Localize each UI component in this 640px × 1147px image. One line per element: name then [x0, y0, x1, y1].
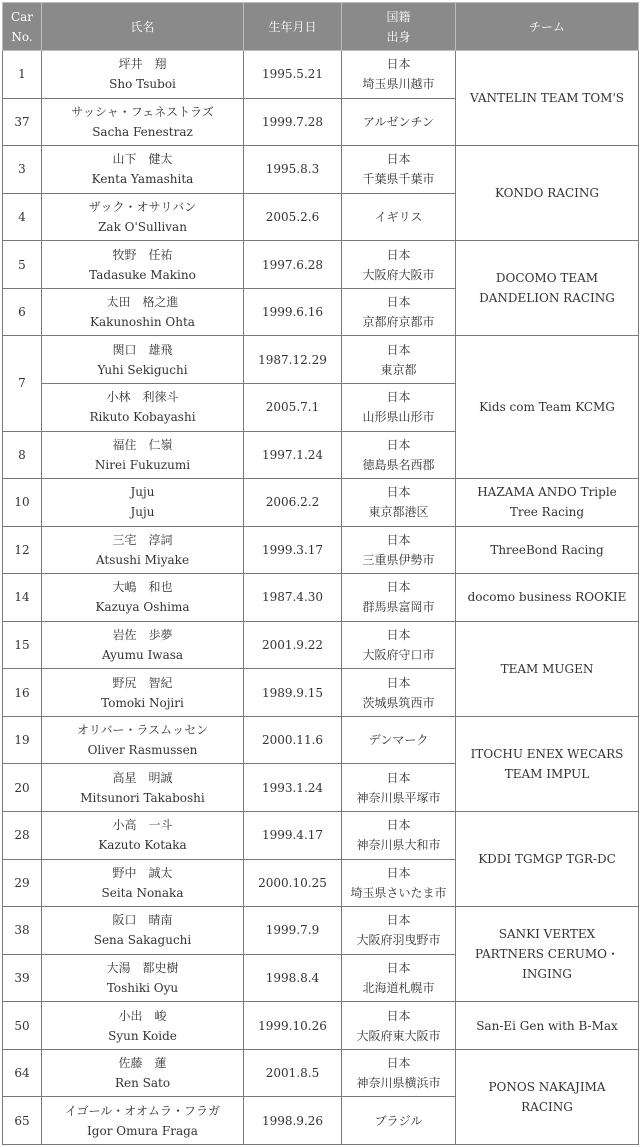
car-number-cell: 5 — [3, 241, 42, 289]
driver-name-ja: 小高 一斗 — [112, 818, 173, 833]
driver-name-ja: 野尻 智紀 — [112, 675, 173, 690]
driver-name-en: Ayumu Iwasa — [101, 648, 184, 663]
birth-date-cell: 1997.1.24 — [244, 431, 342, 479]
nationality-text: 日本 — [386, 818, 411, 833]
driver-name-en: Nirei Fukuzumi — [94, 457, 191, 472]
driver-name-ja: 三宅 淳詞 — [112, 532, 173, 547]
nationality-text: 日本 — [386, 960, 411, 975]
nationality-text: 日本 — [386, 913, 411, 928]
driver-name-ja: イゴール・オオムラ・フラガ — [65, 1103, 220, 1118]
car-number-cell: 1 — [3, 51, 42, 99]
team-name-line: KDDI TGMGP TGR-DC — [478, 852, 616, 867]
origin-cell — [342, 383, 456, 431]
origin-cell — [342, 479, 456, 527]
driver-name-ja: 岩佐 歩夢 — [112, 628, 173, 643]
nationality-text: 日本 — [386, 247, 411, 262]
driver-name-ja: 野中 誠太 — [112, 865, 173, 880]
driver-name-cell — [42, 383, 244, 431]
hometown-text: 千葉県千葉市 — [362, 172, 435, 187]
driver-name-en: Kenta Yamashita — [91, 172, 194, 187]
driver-row — [3, 907, 639, 955]
driver-name-ja: 山下 健太 — [112, 152, 173, 167]
driver-name-cell — [42, 526, 244, 574]
team-cell — [456, 1002, 639, 1050]
driver-name-ja: サッシャ・フェネストラズ — [71, 104, 214, 119]
birth-date-cell: 2005.2.6 — [244, 193, 342, 241]
team-name-line: TEAM MUGEN — [500, 661, 594, 676]
team-name-line: Tree Racing — [509, 505, 585, 520]
team-name-line: ITOCHU ENEX WECARS — [470, 746, 624, 761]
driver-name-ja: 阪口 晴南 — [112, 913, 173, 928]
nationality-text: 日本 — [386, 865, 411, 880]
driver-name-cell — [42, 764, 244, 812]
nationality-text: ブラジル — [374, 1113, 423, 1128]
car-number-cell: 3 — [3, 146, 42, 194]
origin-cell — [342, 764, 456, 812]
driver-row — [3, 1049, 639, 1097]
hometown-text: 三重県伊勢市 — [362, 552, 435, 567]
team-name-line: RACING — [521, 1099, 573, 1114]
driver-row — [3, 51, 639, 99]
origin-cell — [342, 716, 456, 764]
driver-row — [3, 716, 639, 764]
driver-name-cell — [42, 669, 244, 717]
birth-date-cell: 1999.10.26 — [244, 1002, 342, 1050]
nationality-text: イギリス — [374, 209, 423, 224]
car-number-cell: 39 — [3, 954, 42, 1002]
origin-cell — [342, 1049, 456, 1097]
driver-name-ja: 高星 明誠 — [112, 770, 173, 785]
driver-name-cell — [42, 1097, 244, 1145]
team-cell — [456, 907, 639, 1002]
birth-date-cell: 1999.4.17 — [244, 812, 342, 860]
car-number-cell: 12 — [3, 526, 42, 574]
origin-cell — [342, 907, 456, 955]
driver-name-en: Kazuya Oshima — [95, 600, 190, 615]
driver-name-cell — [42, 859, 244, 907]
driver-name-en: Rikuto Kobayashi — [89, 410, 196, 425]
driver-name-cell — [42, 716, 244, 764]
team-cell — [456, 146, 639, 241]
driver-row — [3, 336, 639, 384]
team-name-line: KONDO RACING — [495, 186, 599, 201]
car-number-cell: 29 — [3, 859, 42, 907]
nationality-text: 日本 — [386, 532, 411, 547]
driver-row — [3, 574, 639, 622]
birth-date-cell: 2005.7.1 — [244, 383, 342, 431]
team-name-line: INGING — [522, 967, 572, 982]
car-number-cell: 4 — [3, 193, 42, 241]
driver-name-en: Oliver Rasmussen — [87, 743, 198, 758]
nationality-text: 日本 — [386, 295, 411, 310]
driver-name-cell — [42, 431, 244, 479]
driver-name-en: Ren Sato — [114, 1076, 171, 1091]
birth-date-cell: 2000.10.25 — [244, 859, 342, 907]
driver-name-cell — [42, 479, 244, 527]
driver-name-en: Kakunoshin Ohta — [90, 315, 195, 330]
origin-cell — [342, 812, 456, 860]
origin-cell — [342, 859, 456, 907]
origin-cell — [342, 574, 456, 622]
hometown-text: 神奈川県横浜市 — [356, 1076, 441, 1091]
driver-row — [3, 479, 639, 527]
driver-name-cell — [42, 336, 244, 384]
driver-name-ja: 福住 仁嶺 — [112, 437, 173, 452]
driver-name-en: Zak O'Sullivan — [98, 219, 187, 234]
team-cell — [456, 574, 639, 622]
team-cell — [456, 621, 639, 716]
driver-name-en: Atsushi Miyake — [95, 552, 190, 567]
nationality-text: 日本 — [386, 770, 411, 785]
driver-row — [3, 621, 639, 669]
hometown-text: 神奈川県大和市 — [356, 838, 441, 853]
origin-cell — [342, 241, 456, 289]
nationality-text: 日本 — [386, 342, 411, 357]
car-number-cell: 14 — [3, 574, 42, 622]
birth-date-cell: 1987.4.30 — [244, 574, 342, 622]
header-car-no: Car No. — [3, 3, 42, 51]
driver-name-cell — [42, 907, 244, 955]
hometown-text: 埼玉県さいたま市 — [350, 885, 447, 900]
birth-date-cell: 2001.8.5 — [244, 1049, 342, 1097]
nationality-text: 日本 — [386, 1008, 411, 1023]
driver-name-ja: 佐藤 蓮 — [118, 1056, 167, 1071]
driver-row — [3, 1002, 639, 1050]
driver-name-en: Sacha Fenestraz — [92, 124, 193, 139]
driver-name-en: Kazuto Kotaka — [98, 838, 187, 853]
nationality-text: 日本 — [386, 580, 411, 595]
origin-cell — [342, 526, 456, 574]
hometown-text: 京都府京都市 — [362, 315, 435, 330]
hometown-text: 大阪府守口市 — [362, 648, 435, 663]
team-cell — [456, 812, 639, 907]
hometown-text: 群馬県富岡市 — [362, 600, 435, 615]
car-number-cell: 7 — [3, 336, 42, 431]
birth-date-cell: 1997.6.28 — [244, 241, 342, 289]
driver-name-cell — [42, 51, 244, 99]
nationality-text: 日本 — [386, 437, 411, 452]
team-name-line: PONOS NAKAJIMA — [488, 1079, 606, 1094]
car-number-cell: 6 — [3, 288, 42, 336]
hometown-text: 東京都港区 — [368, 505, 429, 520]
team-name-line: PARTNERS CERUMO・ — [474, 947, 619, 962]
nationality-text: 日本 — [386, 390, 411, 405]
origin-cell — [342, 1097, 456, 1145]
team-name-line: VANTELIN TEAM TOM'S — [470, 91, 624, 106]
origin-cell — [342, 954, 456, 1002]
team-name-line: DANDELION RACING — [479, 291, 615, 306]
car-number-cell: 50 — [3, 1002, 42, 1050]
nationality-text: デンマーク — [368, 733, 429, 748]
birth-date-cell: 2006.2.2 — [244, 479, 342, 527]
driver-name-cell — [42, 1049, 244, 1097]
birth-date-cell: 1995.5.21 — [244, 51, 342, 99]
car-number-cell: 16 — [3, 669, 42, 717]
team-cell — [456, 526, 639, 574]
driver-name-ja: 太田 格之進 — [106, 295, 179, 310]
team-name-line: SANKI VERTEX — [498, 927, 596, 942]
driver-name-ja: 関口 雄飛 — [112, 342, 173, 357]
team-name-line: HAZAMA ANDO Triple — [477, 485, 617, 500]
team-cell — [456, 51, 639, 146]
car-number-cell: 37 — [3, 98, 42, 146]
team-name-line: ThreeBond Racing — [490, 542, 604, 557]
driver-name-en: Juju — [130, 505, 155, 520]
birth-date-cell: 2000.11.6 — [244, 716, 342, 764]
hometown-text: 大阪府東大阪市 — [356, 1028, 441, 1043]
birth-date-cell: 2001.9.22 — [244, 621, 342, 669]
hometown-text: 北海道札幌市 — [362, 980, 435, 995]
team-cell — [456, 716, 639, 811]
team-name-line: docomo business ROOKIE — [467, 590, 627, 605]
car-number-cell: 19 — [3, 716, 42, 764]
driver-name-cell — [42, 954, 244, 1002]
driver-name-en: Sho Tsuboi — [109, 77, 176, 92]
car-number-cell: 8 — [3, 431, 42, 479]
nationality-text: 日本 — [386, 1056, 411, 1071]
team-name-line: Kids com Team KCMG — [479, 400, 615, 415]
driver-name-ja: 大湯 都史樹 — [106, 960, 179, 975]
hometown-text: 神奈川県平塚市 — [356, 790, 441, 805]
hometown-text: 埼玉県川越市 — [362, 77, 435, 92]
driver-name-ja: 坪井 翔 — [118, 57, 167, 72]
team-cell — [456, 336, 639, 479]
driver-name-ja: オリバー・ラスムッセン — [76, 723, 209, 738]
birth-date-cell: 1993.1.24 — [244, 764, 342, 812]
driver-name-ja: ザック・オサリバン — [88, 199, 197, 214]
birth-date-cell: 1989.9.15 — [244, 669, 342, 717]
birth-date-cell: 1998.9.26 — [244, 1097, 342, 1145]
car-number-cell: 65 — [3, 1097, 42, 1145]
car-number-cell: 38 — [3, 907, 42, 955]
driver-name-cell — [42, 1002, 244, 1050]
driver-name-en: Syun Koide — [108, 1028, 177, 1043]
driver-name-ja: 小林 利徠斗 — [106, 390, 179, 405]
driver-name-cell — [42, 193, 244, 241]
header-dob: 生年月日 — [244, 3, 342, 51]
car-number-cell: 64 — [3, 1049, 42, 1097]
origin-cell — [342, 431, 456, 479]
team-name-line: San-Ei Gen with B-Max — [476, 1018, 618, 1033]
driver-name-ja: 小出 峻 — [118, 1008, 167, 1023]
header-team: チーム — [456, 3, 639, 51]
car-number-cell: 15 — [3, 621, 42, 669]
birth-date-cell: 1987.12.29 — [244, 336, 342, 384]
origin-cell — [342, 51, 456, 99]
team-cell — [456, 479, 639, 527]
driver-name-en: Seita Nonaka — [101, 885, 184, 900]
header-origin: 国籍 出身 — [342, 3, 456, 51]
driver-name-ja: Juju — [130, 485, 155, 500]
team-cell — [456, 241, 639, 336]
driver-name-en: Igor Omura Fraga — [87, 1123, 198, 1138]
driver-row — [3, 526, 639, 574]
driver-row — [3, 812, 639, 860]
driver-name-ja: 牧野 任祐 — [112, 247, 173, 262]
origin-cell — [342, 288, 456, 336]
origin-cell — [342, 336, 456, 384]
origin-cell — [342, 1002, 456, 1050]
hometown-text: 徳島県名西郡 — [362, 457, 435, 472]
driver-name-cell — [42, 98, 244, 146]
birth-date-cell: 1999.7.28 — [244, 98, 342, 146]
nationality-text: 日本 — [386, 57, 411, 72]
nationality-text: 日本 — [386, 628, 411, 643]
nationality-text: 日本 — [386, 675, 411, 690]
hometown-text: 山形県山形市 — [362, 410, 435, 425]
origin-cell — [342, 193, 456, 241]
driver-name-cell — [42, 288, 244, 336]
driver-name-cell — [42, 812, 244, 860]
birth-date-cell: 1998.8.4 — [244, 954, 342, 1002]
driver-name-en: Mitsunori Takaboshi — [80, 790, 205, 805]
driver-name-en: Sena Sakaguchi — [93, 933, 192, 948]
origin-cell — [342, 146, 456, 194]
nationality-text: 日本 — [386, 152, 411, 167]
team-name-line: TEAM IMPUL — [504, 766, 590, 781]
driver-row — [3, 146, 639, 194]
driver-name-en: Tomoki Nojiri — [101, 695, 184, 710]
birth-date-cell: 1999.7.9 — [244, 907, 342, 955]
driver-row — [3, 241, 639, 289]
origin-cell — [342, 669, 456, 717]
driver-name-en: Toshiki Oyu — [106, 980, 179, 995]
driver-name-cell — [42, 621, 244, 669]
birth-date-cell: 1999.6.16 — [244, 288, 342, 336]
driver-name-en: Tadasuke Makino — [89, 267, 196, 282]
team-cell — [456, 1049, 639, 1144]
driver-name-ja: 大嶋 和也 — [112, 580, 173, 595]
header-row — [3, 3, 639, 51]
nationality-text: アルゼンチン — [363, 114, 434, 129]
driver-name-cell — [42, 574, 244, 622]
hometown-text: 大阪府羽曳野市 — [356, 933, 441, 948]
driver-name-en: Yuhi Sekiguchi — [97, 362, 188, 377]
driver-name-cell — [42, 241, 244, 289]
nationality-text: 日本 — [386, 485, 411, 500]
birth-date-cell: 1999.3.17 — [244, 526, 342, 574]
car-number-cell: 10 — [3, 479, 42, 527]
car-number-cell: 28 — [3, 812, 42, 860]
origin-cell — [342, 621, 456, 669]
birth-date-cell: 1995.8.3 — [244, 146, 342, 194]
header-name: 氏名 — [42, 3, 244, 51]
car-number-cell: 20 — [3, 764, 42, 812]
hometown-text: 東京都 — [380, 362, 417, 377]
driver-name-cell — [42, 146, 244, 194]
hometown-text: 茨城県筑西市 — [362, 695, 435, 710]
entry-list-table — [2, 2, 639, 1145]
hometown-text: 大阪府大阪市 — [362, 267, 435, 282]
team-name-line: DOCOMO TEAM — [495, 271, 599, 286]
origin-cell — [342, 98, 456, 146]
